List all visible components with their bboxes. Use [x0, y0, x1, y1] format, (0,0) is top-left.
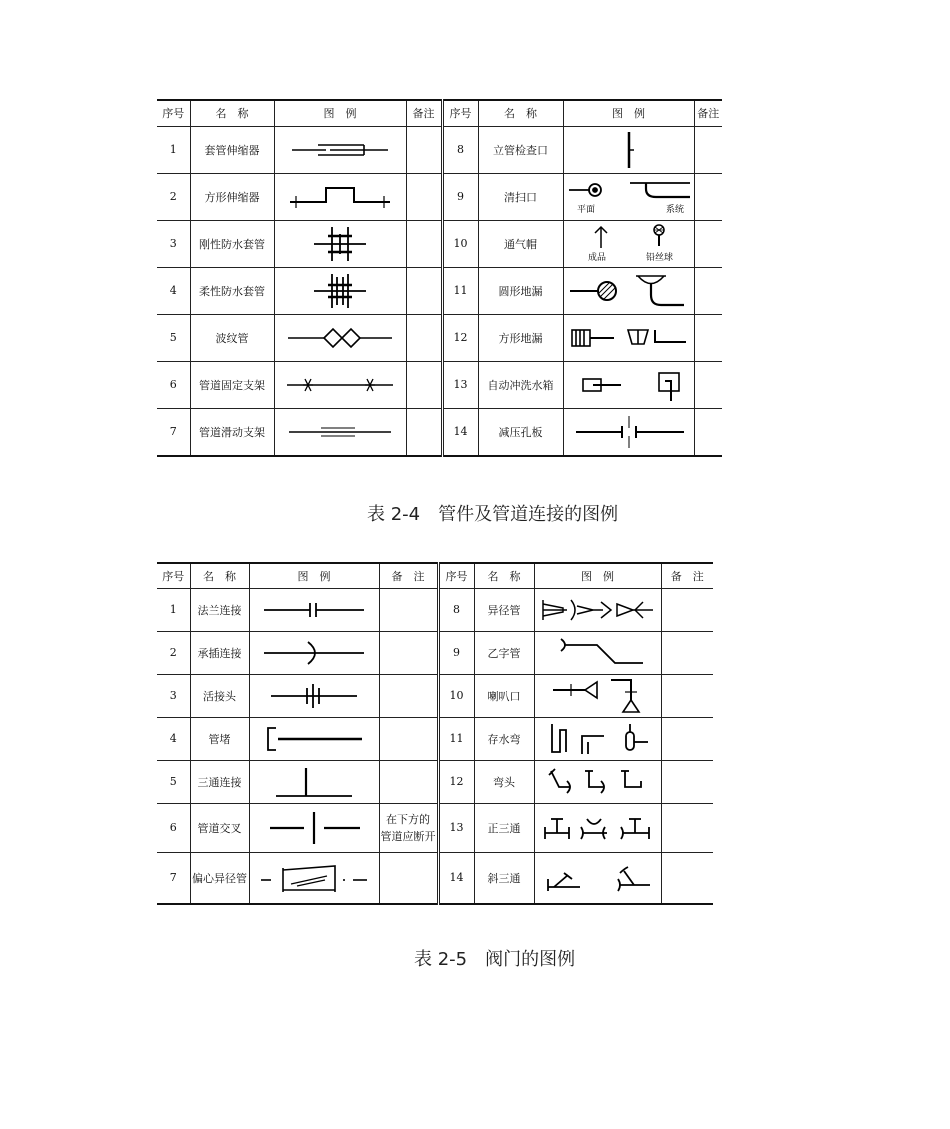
note-cell — [379, 717, 438, 760]
flexible-waterproof-sleeve-symbol — [274, 267, 406, 314]
row-number: 14 — [442, 408, 478, 456]
header-name: 名 称 — [478, 100, 563, 126]
header-legend: 图 例 — [563, 100, 694, 126]
fitting-name: 管道滑动支架 — [190, 408, 274, 456]
offset-pipe-symbol — [534, 631, 661, 674]
connection-name: 存水弯 — [474, 717, 534, 760]
system-label: 系统 — [665, 204, 684, 215]
connection-name: 承插连接 — [190, 631, 249, 674]
row-number: 12 — [442, 314, 478, 361]
note-cell — [379, 803, 438, 852]
header-no: 序号 — [157, 563, 190, 588]
row-number: 14 — [438, 852, 474, 904]
row-number: 11 — [442, 267, 478, 314]
fitting-name: 立管检查口 — [478, 126, 563, 173]
row-number: 4 — [157, 717, 190, 760]
vent-cap-symbol — [563, 220, 694, 267]
row-number: 3 — [157, 220, 190, 267]
fitting-name: 圆形地漏 — [478, 267, 563, 314]
fitting-name: 自动冲洗水箱 — [478, 361, 563, 408]
pressure-reducing-orifice-symbol — [563, 408, 694, 456]
fixed-pipe-support-symbol — [274, 361, 406, 408]
table-row — [157, 588, 713, 631]
header-note: 备注 — [694, 100, 722, 126]
note-cell — [694, 314, 722, 361]
note-cell — [694, 173, 722, 220]
connection-name: 乙字管 — [474, 631, 534, 674]
connection-name: 三通连接 — [190, 760, 249, 803]
sliding-pipe-support-symbol — [274, 408, 406, 456]
note-cell — [406, 267, 442, 314]
note-cell — [661, 588, 713, 631]
fitting-name: 管道固定支架 — [190, 361, 274, 408]
connection-name: 喇叭口 — [474, 674, 534, 717]
row-number: 13 — [442, 361, 478, 408]
row-number: 10 — [442, 220, 478, 267]
header-note: 备注 — [406, 100, 442, 126]
wye-tee-symbol — [534, 852, 661, 904]
row-number: 11 — [438, 717, 474, 760]
lead-wire-ball-label: 铅丝球 — [645, 252, 673, 263]
row-number: 8 — [442, 126, 478, 173]
header-note: 备 注 — [661, 563, 713, 588]
header-legend: 图 例 — [534, 563, 661, 588]
note-cell — [694, 220, 722, 267]
note-cell — [406, 361, 442, 408]
pipe-connection-legend-table — [157, 562, 713, 905]
header-note: 备 注 — [379, 563, 438, 588]
connection-name: 正三通 — [474, 803, 534, 852]
elbow-symbol — [534, 760, 661, 803]
tee-connection-symbol — [249, 760, 379, 803]
table-row — [157, 674, 713, 717]
note-cell — [661, 760, 713, 803]
row-number: 4 — [157, 267, 190, 314]
row-number: 7 — [157, 852, 190, 904]
connection-name: 活接头 — [190, 674, 249, 717]
table-row — [157, 173, 722, 220]
header-no: 序号 — [442, 100, 478, 126]
pipe-crossing-symbol — [249, 803, 379, 852]
socket-connection-symbol — [249, 631, 379, 674]
row-number: 8 — [438, 588, 474, 631]
row-number: 2 — [157, 173, 190, 220]
table-row — [157, 220, 722, 267]
row-number: 6 — [157, 361, 190, 408]
row-number: 5 — [157, 314, 190, 361]
table-row — [157, 267, 722, 314]
table-row — [157, 631, 713, 674]
connection-name: 管堵 — [190, 717, 249, 760]
connection-name: 管道交叉 — [190, 803, 249, 852]
riser-inspection-port-symbol — [563, 126, 694, 173]
row-number: 12 — [438, 760, 474, 803]
fitting-name: 方形地漏 — [478, 314, 563, 361]
crossing-note-line-2: 管道应断开 — [380, 829, 436, 843]
note-cell — [406, 173, 442, 220]
eccentric-reducer-symbol — [249, 852, 379, 904]
row-number: 1 — [157, 126, 190, 173]
fitting-name: 清扫口 — [478, 173, 563, 220]
note-cell — [406, 408, 442, 456]
row-number: 9 — [438, 631, 474, 674]
union-joint-symbol — [249, 674, 379, 717]
table-row — [157, 717, 713, 760]
connection-name: 斜三通 — [474, 852, 534, 904]
table-caption-2-5: 表 2-5 阀门的图例 — [414, 949, 576, 970]
crossing-note-line-1: 在下方的 — [386, 812, 430, 826]
note-cell — [694, 126, 722, 173]
table-row — [157, 126, 722, 173]
note-cell — [406, 126, 442, 173]
row-number: 3 — [157, 674, 190, 717]
bell-mouth-symbol — [534, 674, 661, 717]
cleanout-symbol — [563, 173, 694, 220]
auto-flush-tank-symbol — [563, 361, 694, 408]
note-cell — [661, 674, 713, 717]
note-cell — [406, 220, 442, 267]
header-name: 名 称 — [190, 563, 249, 588]
fitting-name: 减压孔板 — [478, 408, 563, 456]
table-row — [157, 760, 713, 803]
header-no: 序号 — [157, 100, 190, 126]
fitting-name: 柔性防水套管 — [190, 267, 274, 314]
row-number: 6 — [157, 803, 190, 852]
note-cell — [379, 588, 438, 631]
connection-name: 偏心异径管 — [190, 852, 249, 904]
header-legend: 图 例 — [274, 100, 406, 126]
equal-tee-symbol — [534, 803, 661, 852]
note-cell — [406, 314, 442, 361]
header-name: 名 称 — [190, 100, 274, 126]
row-number: 13 — [438, 803, 474, 852]
fitting-name: 波纹管 — [190, 314, 274, 361]
note-cell — [379, 852, 438, 904]
table-row — [157, 852, 713, 904]
corrugated-pipe-symbol — [274, 314, 406, 361]
table-row — [157, 361, 722, 408]
table-row — [157, 803, 713, 852]
table-row — [157, 314, 722, 361]
fitting-name: 方形伸缩器 — [190, 173, 274, 220]
note-cell — [694, 267, 722, 314]
round-floor-drain-symbol — [563, 267, 694, 314]
note-cell — [661, 717, 713, 760]
square-floor-drain-symbol — [563, 314, 694, 361]
note-cell — [661, 852, 713, 904]
header-no: 序号 — [438, 563, 474, 588]
row-number: 9 — [442, 173, 478, 220]
note-cell — [694, 361, 722, 408]
fitting-name: 刚性防水套管 — [190, 220, 274, 267]
fitting-name: 套管伸缩器 — [190, 126, 274, 173]
row-number: 7 — [157, 408, 190, 456]
note-cell — [379, 631, 438, 674]
rigid-waterproof-sleeve-symbol — [274, 220, 406, 267]
row-number: 5 — [157, 760, 190, 803]
header-name: 名 称 — [474, 563, 534, 588]
connection-name: 异径管 — [474, 588, 534, 631]
row-number: 10 — [438, 674, 474, 717]
reducer-symbol — [534, 588, 661, 631]
table-row — [157, 408, 722, 456]
fitting-name: 通气帽 — [478, 220, 563, 267]
connection-name: 弯头 — [474, 760, 534, 803]
note-cell — [379, 674, 438, 717]
note-cell — [661, 803, 713, 852]
trap-symbol — [534, 717, 661, 760]
sleeve-expansion-joint-symbol — [274, 126, 406, 173]
plan-label: 平面 — [576, 204, 595, 215]
finished-label: 成品 — [587, 252, 606, 263]
row-number: 2 — [157, 631, 190, 674]
note-cell — [694, 408, 722, 456]
square-expansion-joint-symbol — [274, 173, 406, 220]
flange-connection-symbol — [249, 588, 379, 631]
table-caption-2-4: 表 2-4 管件及管道连接的图例 — [367, 504, 619, 525]
fittings-legend-table — [157, 99, 722, 457]
note-cell — [379, 760, 438, 803]
pipe-plug-symbol — [249, 717, 379, 760]
note-cell — [661, 631, 713, 674]
connection-name: 法兰连接 — [190, 588, 249, 631]
header-legend: 图 例 — [249, 563, 379, 588]
row-number: 1 — [157, 588, 190, 631]
